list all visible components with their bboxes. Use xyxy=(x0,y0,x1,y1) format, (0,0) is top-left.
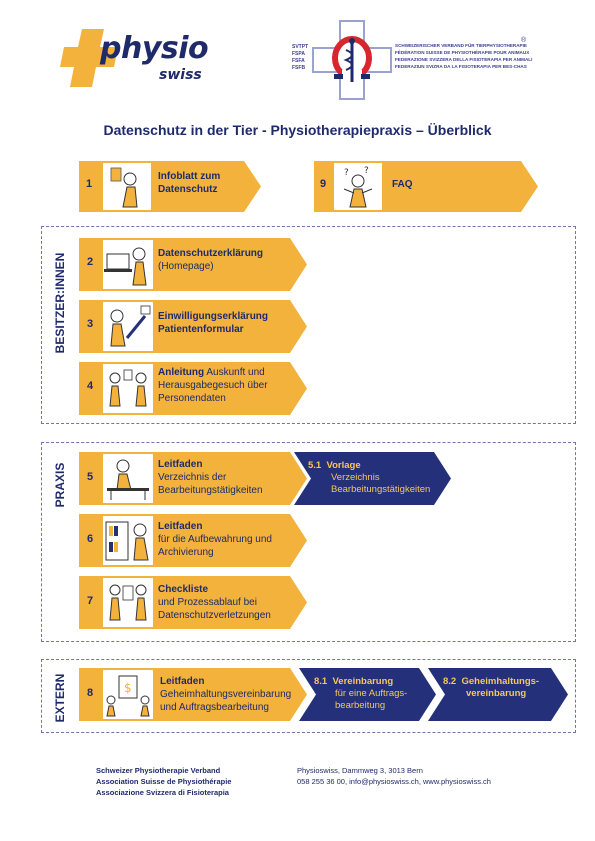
card-title: Leitfaden xyxy=(158,521,203,532)
card-title: Vorlage xyxy=(326,460,361,471)
card-text: Datenschutzverletzungen xyxy=(158,610,271,621)
card-title: Patientenformular xyxy=(158,324,244,335)
card-8-1-text xyxy=(335,688,407,712)
card-number: 8.2 xyxy=(443,676,457,687)
svg-text:?: ? xyxy=(344,168,349,178)
card-6-label xyxy=(158,520,272,559)
laptop-icon xyxy=(103,240,153,289)
registered-mark: ® xyxy=(521,37,527,44)
person-pen-illustration xyxy=(103,302,153,351)
card-title: FAQ xyxy=(392,179,413,190)
card-title: Leitfaden xyxy=(158,459,203,470)
card-text: Verzeichnis xyxy=(331,472,380,483)
card-8-1-label xyxy=(314,676,393,688)
card-title: Einwilligungserklärung xyxy=(158,311,269,322)
card-2-label xyxy=(158,247,263,273)
card-number: 5 xyxy=(87,471,94,483)
logo-word-swiss: swiss xyxy=(159,67,202,83)
card-number: 4 xyxy=(87,380,94,392)
card-title: Geheimhaltungs- xyxy=(461,676,540,687)
logo-federation-lines xyxy=(395,42,545,70)
checklist-persons-illustration xyxy=(103,578,153,627)
card-title: Vereinbarung xyxy=(332,676,394,687)
footer-line: Associazione Svizzera di Fisioterapia xyxy=(96,788,229,797)
laptop-person-illustration xyxy=(103,240,153,289)
card-text: Auskunft und xyxy=(204,367,265,378)
footer-line: Association Suisse de Physiothérapie xyxy=(96,777,232,786)
card-text: für die Aufbewahrung und xyxy=(158,534,272,545)
card-number: 6 xyxy=(87,533,94,545)
group-label-besitzer: BESITZER:INNEN xyxy=(53,252,67,354)
card-8-2-text xyxy=(466,688,526,700)
card-number: 3 xyxy=(87,318,94,330)
svg-text:$: $ xyxy=(124,681,132,695)
physioswiss-logo xyxy=(60,27,220,89)
archive-shelf-icon xyxy=(103,516,153,565)
card-text: und Auftragsbearbeitung xyxy=(160,702,269,713)
card-text: (Homepage) xyxy=(158,261,214,272)
card-text: und Prozessablauf bei xyxy=(158,597,257,608)
card-7-label xyxy=(158,583,271,622)
card-title: Datenschutz xyxy=(158,184,218,195)
card-number: 9 xyxy=(320,178,327,190)
contract-persons-illustration xyxy=(103,670,153,719)
logo-abbrev: SVTPT xyxy=(292,44,309,50)
person-question-illustration xyxy=(334,163,382,210)
logo-abbrev: FSFA xyxy=(292,58,305,64)
group-label-extern: EXTERN xyxy=(53,673,67,723)
card-number: 1 xyxy=(86,178,93,190)
desk-person-illustration xyxy=(103,454,153,503)
card-text: bearbeitung xyxy=(335,700,386,711)
card-text: Archivierung xyxy=(158,547,214,558)
card-number: 5.1 xyxy=(308,460,322,471)
footer-association-names xyxy=(96,765,231,798)
card-title: Anleitung xyxy=(158,367,205,378)
card-8-2-label xyxy=(443,676,539,688)
logo-word-physio: physio xyxy=(100,31,209,66)
card-3-label xyxy=(158,310,268,336)
card-9-label xyxy=(392,178,413,191)
card-text: für eine Auftrags- xyxy=(335,688,408,699)
svg-text:?: ? xyxy=(364,166,369,176)
card-4-label xyxy=(158,366,268,405)
card-text: Bearbeitungstätigkeiten xyxy=(158,485,263,496)
card-number: 2 xyxy=(87,256,94,268)
card-text: Personendaten xyxy=(158,393,226,404)
card-text: Geheimhaltungsvereinbarung xyxy=(160,689,292,700)
page-title: Datenschutz in der Tier - Physiotherapiepraxis – Überblick xyxy=(103,122,492,138)
logo-abbrev: FSFB xyxy=(292,65,306,71)
card-title: Checkliste xyxy=(158,584,209,595)
person-document-illustration xyxy=(103,163,151,210)
two-persons-illustration xyxy=(103,364,153,413)
card-title: vereinbarung xyxy=(466,688,527,699)
card-text: Bearbeitungstätigkeiten xyxy=(331,484,431,495)
footer-contact-line[interactable]: 058 255 36 00, info@physioswiss.ch, www.physioswiss.ch xyxy=(297,777,491,786)
card-title: Infoblatt zum xyxy=(158,171,221,182)
checklist-icon xyxy=(103,578,153,627)
logo-abbrev: FSPA xyxy=(292,51,305,57)
question-person-icon xyxy=(334,163,382,210)
footer-address: Physioswiss, Dammweg 3, 3013 Bern xyxy=(297,766,423,775)
card-text: Verzeichnis der xyxy=(158,472,227,483)
desk-icon xyxy=(103,454,153,503)
logo-abbrev-list xyxy=(292,44,310,72)
footer-line: Schweizer Physiotherapie Verband xyxy=(96,766,221,775)
footer-contact xyxy=(297,765,491,787)
svtpt-logo xyxy=(292,20,542,100)
card-text: Herausgabegesuch über xyxy=(158,380,268,391)
card-5-1-text xyxy=(331,472,430,496)
card-number: 8 xyxy=(87,687,94,699)
card-8-label xyxy=(160,675,291,714)
swiss-cross-horseshoe-icon xyxy=(312,20,392,100)
card-title: Leitfaden xyxy=(160,676,205,687)
persons-exchange-icon xyxy=(103,364,153,413)
card-1-label xyxy=(158,170,220,196)
card-number: 8.1 xyxy=(314,676,328,687)
logo-line: FEDERAZIONE SVIZZERA DELLA FISIOTERAPIA PER ANIMALI xyxy=(395,57,533,62)
contract-icon xyxy=(103,670,153,719)
card-number: 7 xyxy=(87,595,94,607)
person-icon xyxy=(103,163,151,210)
pen-person-icon xyxy=(103,302,153,351)
card-5-1-label xyxy=(308,460,361,472)
logo-line: FÉDÉRATION SUISSE DE PHYSIOTHÉRAPIE POUR ANIMAUX xyxy=(395,50,530,55)
logo-line: SCHWEIZERISCHER VERBAND FÜR TIERPHYSIOTHERAPIE xyxy=(395,43,527,48)
group-label-praxis: PRAXIS xyxy=(53,462,67,508)
logo-line: FEDERAZIUN SVIZRA DA LA FISIOTERAPIA PER BES-CHAS xyxy=(395,64,527,69)
archive-person-illustration xyxy=(103,516,153,565)
card-title: Datenschutzerklärung xyxy=(158,248,264,259)
card-5-label xyxy=(158,458,263,497)
